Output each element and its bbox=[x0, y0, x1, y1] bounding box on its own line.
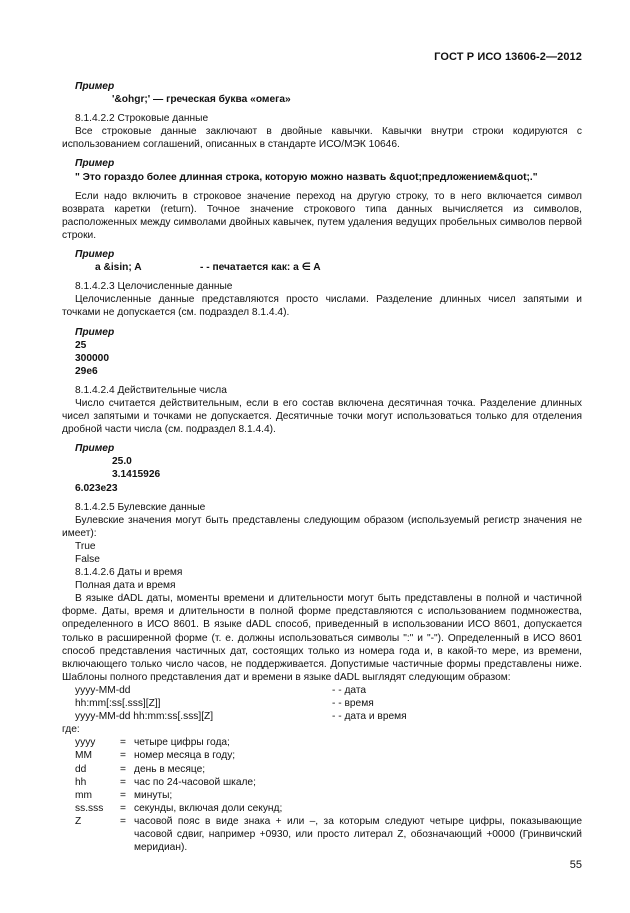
definition-desc: секунды, включая доли секунд; bbox=[134, 802, 283, 814]
boolean-value: False bbox=[75, 554, 100, 565]
example-code: a &isin; A bbox=[95, 262, 142, 274]
format-desc: - - дата bbox=[332, 684, 367, 696]
where-label: где: bbox=[62, 724, 80, 736]
section-heading: 8.1.4.2.4 Действительные числа bbox=[75, 384, 227, 396]
example-value: 29e6 bbox=[75, 365, 98, 377]
definition-eq: = bbox=[120, 815, 126, 827]
example-line bbox=[95, 261, 582, 274]
definition-row bbox=[62, 736, 582, 749]
definition-key: yyyy bbox=[75, 737, 96, 749]
definition-desc: четыре цифры года; bbox=[134, 737, 230, 749]
definition-eq: = bbox=[120, 763, 126, 775]
definition-eq: = bbox=[120, 789, 126, 801]
definition-row bbox=[62, 789, 582, 802]
definition-key: MM bbox=[75, 750, 92, 762]
definition-desc: день в месяце; bbox=[134, 763, 206, 775]
section-heading: 8.1.4.2.2 Строковые данные bbox=[75, 113, 209, 125]
format-desc: - - время bbox=[332, 698, 374, 710]
definition-desc: часовой пояс в виде знака + или –, за которым следуют четыре цифры, показывающие часовой сдвиг, например +0930, или просто литерал Z, обозначающий +0000 (Гринвичский меридиан). bbox=[134, 815, 582, 854]
example-value: 25.0 bbox=[112, 456, 132, 468]
paragraph: Целочисленные данные представляются просто числами. Разделение длинных чисел запятыми и точками не допускается (см. подраздел 8.1.4.4). bbox=[62, 294, 582, 319]
definition-desc: номер месяца в году; bbox=[134, 750, 236, 762]
section-heading: 8.1.4.2.5 Булевские данные bbox=[75, 501, 206, 513]
example-label: Пример bbox=[75, 443, 115, 455]
example-line: " Это гораздо более длинная строка, которую можно назвать &quot;предложением&quot;." bbox=[75, 171, 538, 183]
format-row bbox=[75, 684, 582, 697]
paragraph: Все строковые данные заключают в двойные кавычки. Кавычки внутри строки кодируются с использованием соглашений, описанных в стандарте ИСО/МЭК 10646. bbox=[62, 126, 582, 151]
paragraph: В языке dADL даты, моменты времени и длительности могут быть представлены в полной и частичной форме. Даты, время и длительности в полной форме представляются с использованием подмножества, определенного в ИСО 8601. В языке dADL способ, приведенный в использовании ИСО 8601, допускается только в расширенной форме (т. е. должны использоваться символы ":" и "-"). Определенный в ИСО 8601 способ представления частичных дат, состоящих только из номера года и, в какой-то мере, из времени, включающего только число часов, не поддерживается. Допустимые частичные формы представлены ниже. Шаблоны полного представления дат и времени в языке dADL выглядят следующим образом: bbox=[62, 593, 582, 683]
example-value: 6.023e23 bbox=[75, 482, 118, 494]
definition-row bbox=[62, 776, 582, 789]
page-number: 55 bbox=[569, 859, 582, 871]
definition-eq: = bbox=[120, 802, 126, 814]
format-pattern: yyyy-MM-dd hh:mm:ss[.sss][Z] bbox=[75, 711, 214, 723]
definition-key: dd bbox=[75, 763, 87, 775]
definition-row bbox=[62, 749, 582, 762]
definition-eq: = bbox=[120, 750, 126, 762]
format-pattern: hh:mm[:ss[.sss][Z]] bbox=[75, 698, 161, 710]
section-heading: 8.1.4.2.6 Даты и время bbox=[75, 567, 183, 579]
example-label: Пример bbox=[75, 81, 115, 92]
example-line: '&ohgr;' — греческая буква «омега» bbox=[112, 94, 291, 106]
definition-row bbox=[62, 815, 582, 854]
format-row bbox=[75, 697, 582, 710]
paragraph: Число считается действительным, если в его состав включена десятичная точка. Разделение длинных чисел запятыми и точками не допускается. Десятичные точки могут использоваться только для отделения дробной части числа (см. подраздел 8.1.4.4). bbox=[62, 397, 582, 436]
example-label: Пример bbox=[75, 326, 115, 338]
format-row bbox=[75, 710, 582, 723]
definition-eq: = bbox=[120, 737, 126, 749]
definition-key: ss.sss bbox=[75, 802, 104, 814]
format-desc: - - дата и время bbox=[332, 711, 407, 723]
example-value: 300000 bbox=[75, 352, 109, 364]
subheading: Полная дата и время bbox=[75, 580, 176, 592]
document-header: ГОСТ Р ИСО 13606-2—2012 bbox=[434, 51, 582, 63]
definition-row bbox=[62, 802, 582, 815]
definition-key: hh bbox=[75, 776, 87, 788]
section-heading: 8.1.4.2.3 Целочисленные данные bbox=[75, 281, 233, 293]
paragraph: Если надо включить в строковое значение переход на другую строку, то в него включается символ возврата каретки (return). Точное значение строкового типа данных вычисляется из символов, расположенных между символами двойных кавычек, путем удаления ведущих пробельных символов первой строки. bbox=[62, 190, 582, 241]
definition-key: Z bbox=[75, 815, 82, 827]
page-content bbox=[62, 80, 582, 854]
paragraph: Булевские значения могут быть представлены следующим образом (используемый регистр значения не имеет): bbox=[62, 514, 582, 539]
example-value: 25 bbox=[75, 339, 87, 351]
definition-desc: час по 24-часовой шкале; bbox=[134, 776, 256, 788]
example-comment: - - печатается как: a ∈ A bbox=[200, 262, 321, 274]
example-label: Пример bbox=[75, 158, 115, 170]
definition-desc: минуты; bbox=[134, 789, 173, 801]
definition-eq: = bbox=[120, 776, 126, 788]
example-label: Пример bbox=[75, 249, 115, 261]
example-value: 3.1415926 bbox=[112, 469, 161, 481]
format-pattern: yyyy-MM-dd bbox=[75, 684, 131, 696]
boolean-value: True bbox=[75, 540, 96, 552]
definition-key: mm bbox=[75, 789, 92, 801]
definition-row bbox=[62, 763, 582, 776]
